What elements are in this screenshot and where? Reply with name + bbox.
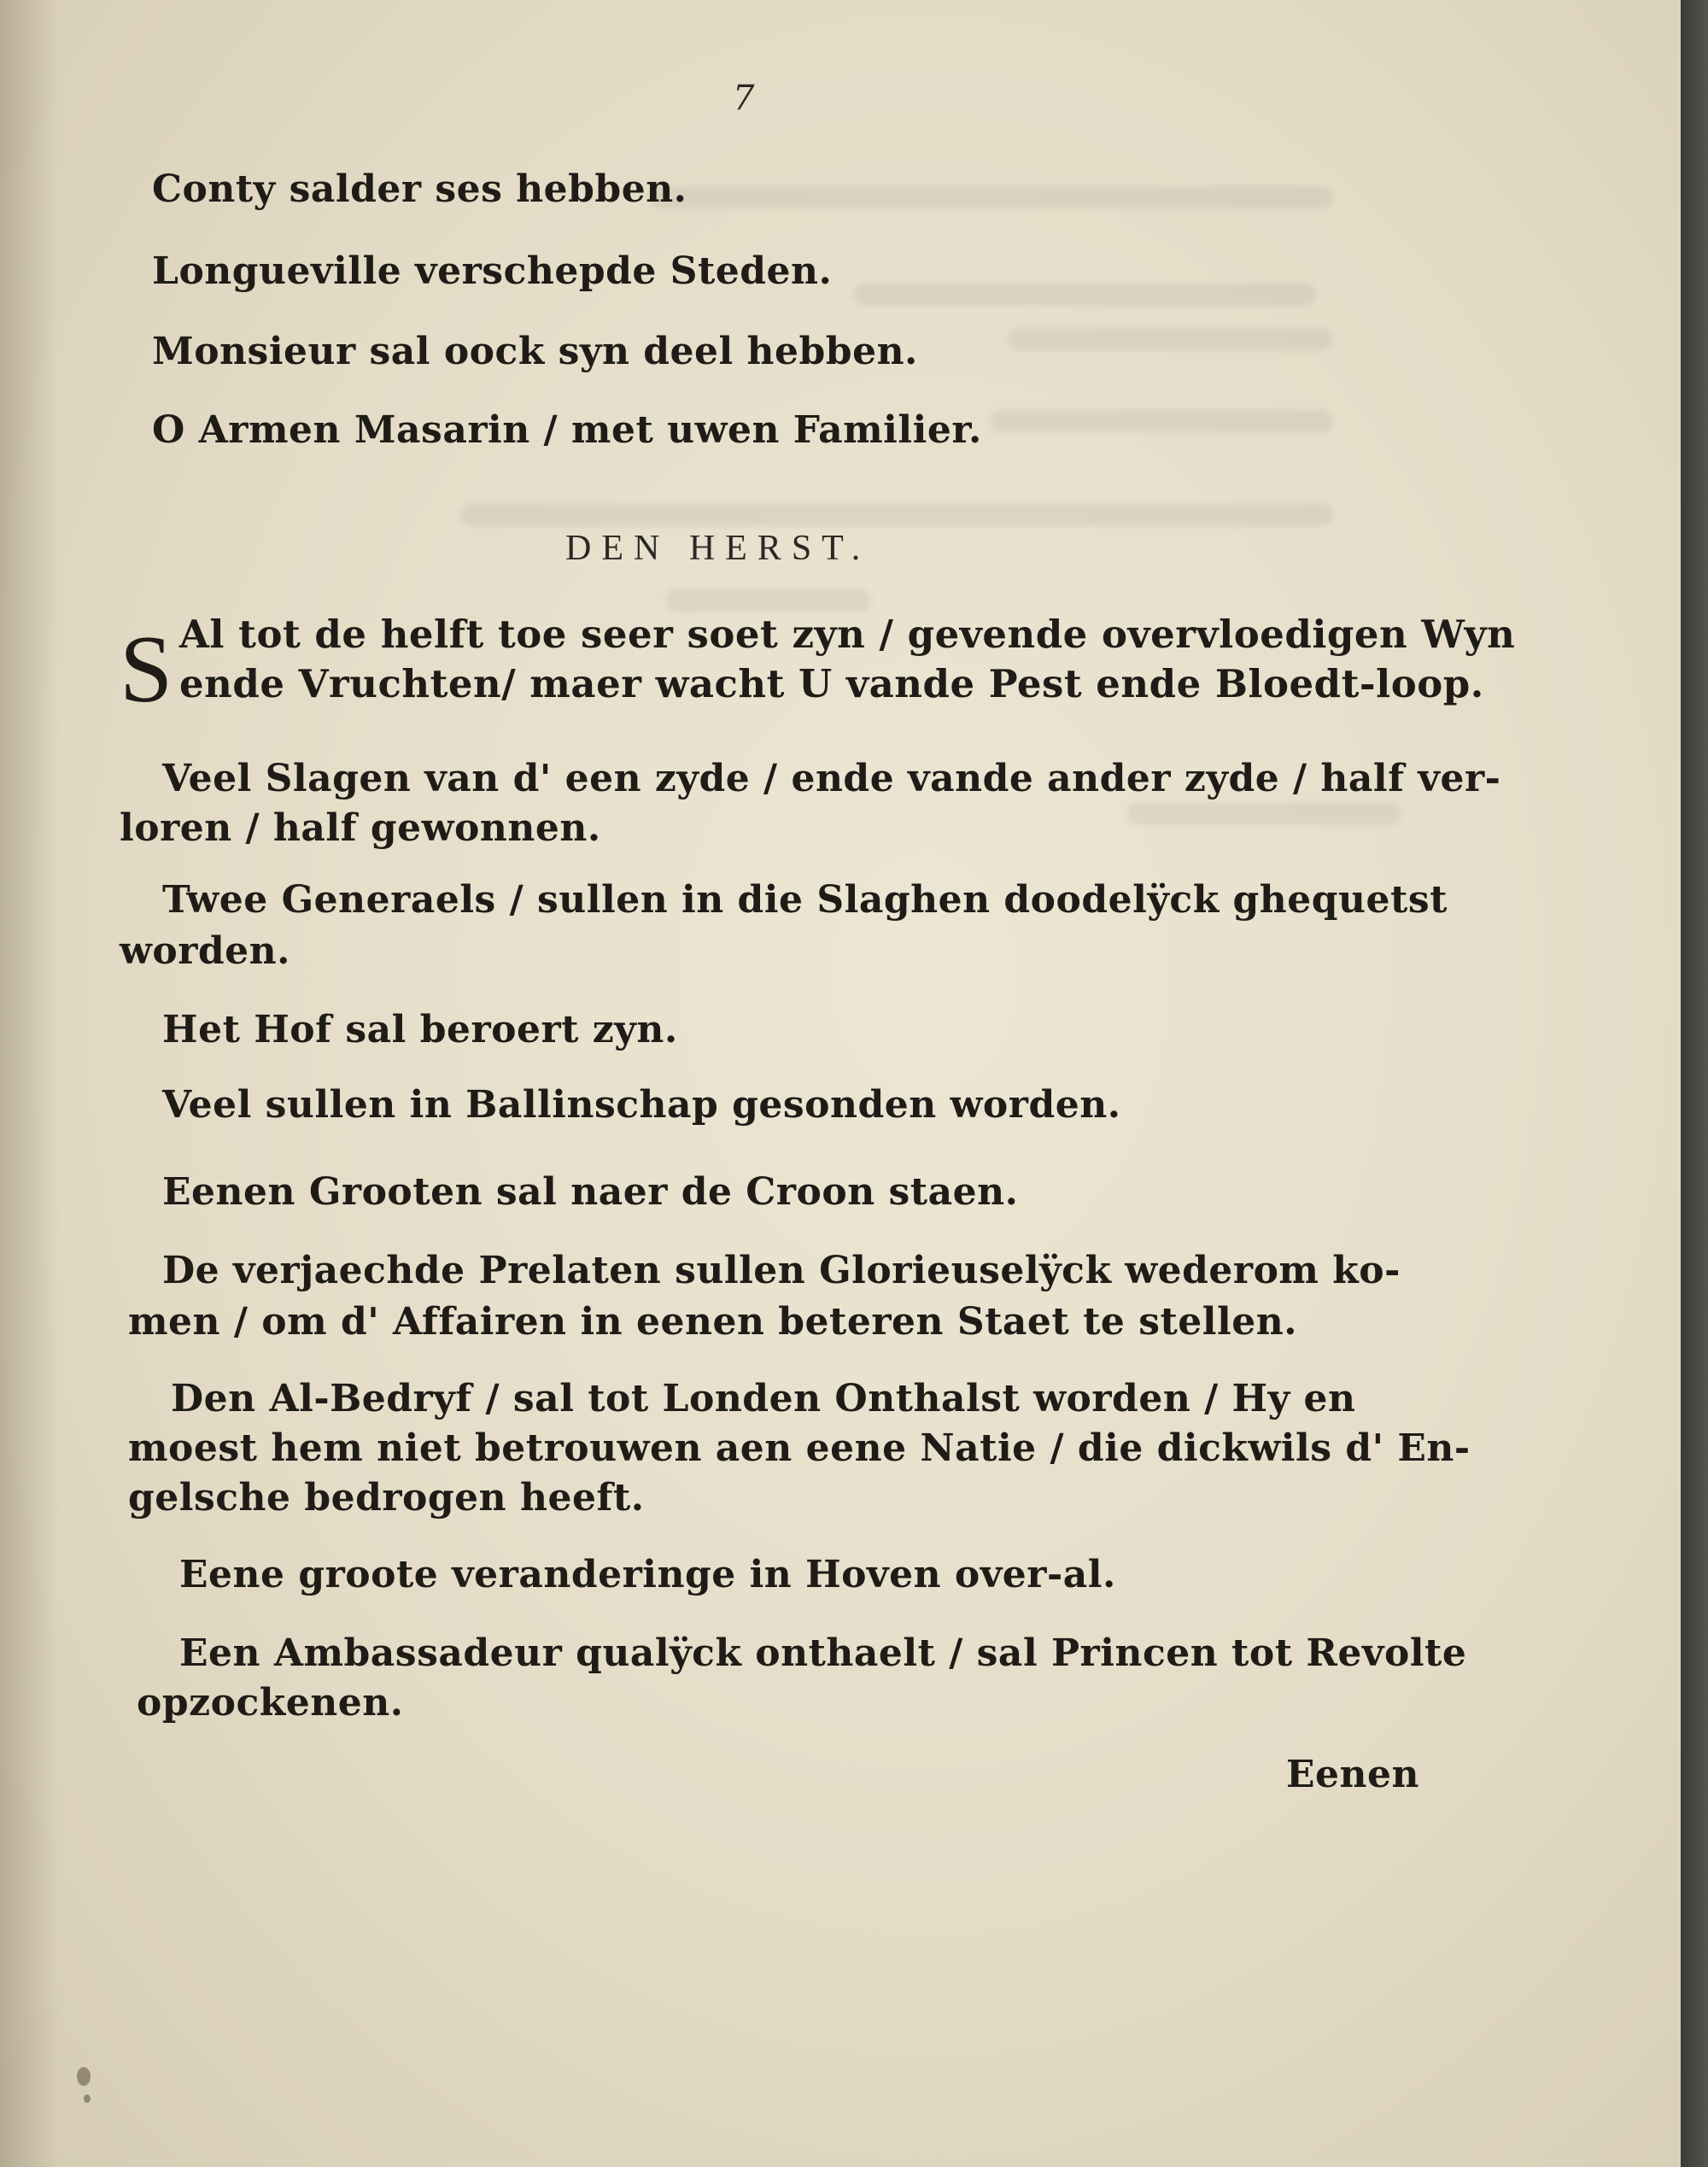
text-line: Monsieur sal oock syn deel hebben. — [152, 330, 918, 373]
text-line: Longueville verschepde Steden. — [152, 249, 833, 293]
text-line: loren / half gewonnen. — [120, 806, 601, 850]
drop-capital: S — [120, 617, 173, 723]
page-number: 7 — [733, 79, 755, 118]
text-line: opzockenen. — [137, 1681, 404, 1725]
text-line: Eene groote veranderinge in Hoven over-al. — [179, 1553, 1116, 1596]
text-line: Twee Generaels / sullen in die Slaghen doodelÿck ghequetst — [162, 878, 1448, 922]
catchword: Eenen — [1286, 1753, 1420, 1796]
ink-stain — [84, 2094, 91, 2103]
text-line: men / om d' Affairen in eenen beteren Staet te stellen. — [128, 1300, 1298, 1344]
text-line: Veel Slagen van d' een zyde / ende vande ander zyde / half ver- — [162, 757, 1501, 800]
text-line: moest hem niet betrouwen aen eene Natie / die dickwils d' En- — [128, 1426, 1471, 1470]
text-line: Eenen Grooten sal naer de Croon staen. — [162, 1170, 1019, 1214]
spine-shadow — [0, 0, 60, 2167]
text-line: O Armen Masarin / met uwen Familier. — [152, 408, 982, 452]
text-line: Den Al-Bedryf / sal tot Londen Onthalst worden / Hy en — [171, 1377, 1356, 1420]
text-line: Een Ambassadeur qualÿck onthaelt / sal Princen tot Revolte — [179, 1631, 1467, 1675]
text-line: gelsche bedrogen heeft. — [128, 1476, 645, 1520]
section-heading: DEN HERST. — [565, 529, 871, 568]
text-line: Al tot de helft toe seer soet zyn / gevende overvloedigen Wyn — [179, 612, 1516, 657]
text-line: worden. — [120, 929, 290, 973]
page-edge-shadow — [1681, 0, 1708, 2167]
text-line: Het Hof sal beroert zyn. — [162, 1008, 678, 1051]
text-line: Conty salder ses hebben. — [152, 167, 687, 211]
text-line: De verjaechde Prelaten sullen Glorieuselÿck wederom ko- — [162, 1249, 1401, 1292]
ink-stain — [77, 2067, 91, 2086]
text-line: ende Vruchten/ maer wacht U vande Pest ende Bloedt-loop. — [179, 661, 1484, 706]
text-line: Veel sullen in Ballinschap gesonden worden. — [162, 1083, 1121, 1127]
